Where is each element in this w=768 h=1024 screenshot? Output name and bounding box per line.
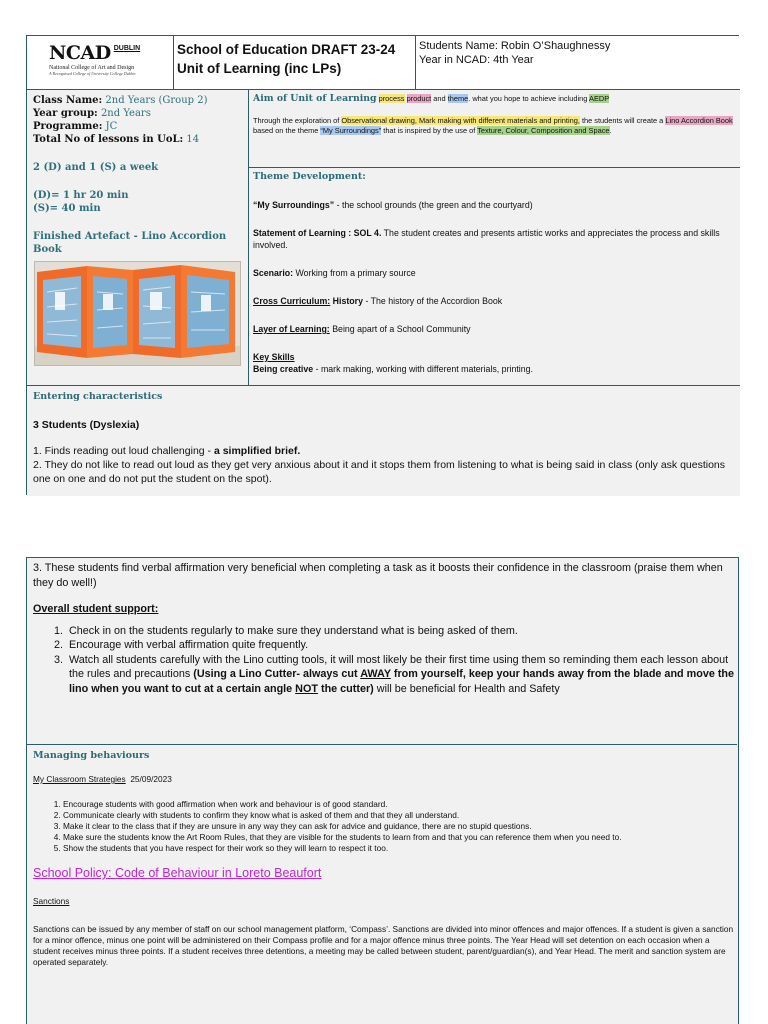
strategies-list <box>63 799 737 854</box>
behaviours-title: Managing behaviours <box>33 750 150 761</box>
class-info-cell <box>27 90 249 385</box>
entering-characteristics-cell <box>27 385 740 497</box>
lessons-row: Total No of lessons in UoL: 14 <box>33 134 200 145</box>
ncad-logo <box>27 36 174 89</box>
managing-behaviours-cell <box>27 745 737 1024</box>
aim-product: product <box>406 94 432 103</box>
cross-curriculum: Cross Curriculum: History - The history of the Accordion Book <box>253 296 503 306</box>
list-item: 1. Encourage students with good affirmation when work and behaviour is of good standard. <box>63 799 737 810</box>
logo-wordmark: NCAD <box>49 42 111 64</box>
unit-of-learning-table-page-2 <box>26 557 739 1024</box>
document-title <box>174 36 416 89</box>
unit-of-learning-table-page-1 <box>26 35 739 495</box>
support-item-2: 2. Encourage with verbal affirmation quite frequently. <box>66 638 737 653</box>
sanctions-title: Sanctions <box>33 896 70 906</box>
students-dyslexia: 3 Students (Dyslexia) <box>33 419 140 431</box>
list-item: 5. Show the students that you have respect for their work so they will learn to respect it too. <box>63 843 737 854</box>
aim-aedp: AEDP <box>589 94 610 103</box>
aim-text-4: that is inspired by the use of <box>383 126 476 135</box>
title-line-1: School of Education DRAFT 23-24 <box>177 42 396 57</box>
document-header <box>27 36 740 89</box>
aim-text-2: the students will create a <box>581 116 664 125</box>
aim-tail: . what you hope to achieve including <box>468 94 588 103</box>
sanctions-text: Sanctions can be issued by any member of staff on our school management platform, ‘Compass’. Sanctions are divided into minor offences and major offences. If a student is given a sanction for a minor offence, minus one point will be administered on their Compass profile and for a major offence minus three points. The Year Head will set detention on each occasion when a student receives minus three points. If a student receives three detentions, a meeting may be called between student, parent/guardian(s), and Year Head. The merit and sanction system are operated separately. <box>33 924 734 967</box>
scenario: Scenario: Working from a primary source <box>253 268 416 278</box>
entering-title: Entering characteristics <box>33 391 163 402</box>
support-list <box>66 624 737 697</box>
aim-highlight-4: Texture, Colour, Composition and Space <box>477 126 610 135</box>
aim-title: Aim of Unit of Learning <box>253 93 377 104</box>
theme-title: Theme Development: <box>253 171 366 182</box>
aim-and: and <box>433 94 446 103</box>
single-duration: (S)= 40 min <box>33 203 101 214</box>
programme-row: Programme: JC <box>33 121 118 132</box>
aim-of-unit-cell <box>249 90 740 168</box>
title-line-2: Unit of Learning (inc LPs) <box>177 61 342 76</box>
double-duration: (D)= 1 hr 20 min <box>33 190 129 201</box>
logo-badge: DUBLIN <box>113 45 141 52</box>
code-of-behaviour-link[interactable]: School Policy: Code of Behaviour in Loreto Beaufort <box>33 866 322 880</box>
classroom-strategies: My Classroom Strategies 25/09/2023 <box>33 774 172 784</box>
student-name: Students Name: Robin O’Shaughnessy <box>419 40 611 52</box>
student-support-cell <box>27 558 737 745</box>
aim-text-5: . <box>609 126 612 135</box>
aim-highlight-2: Lino Accordion Book <box>665 116 733 125</box>
layer-of-learning: Layer of Learning: Being apart of a School Community <box>253 324 471 334</box>
logo-subtitle: National College of Art and Design <box>49 65 135 71</box>
aim-theme: theme <box>447 94 469 103</box>
year-group-row: Year group: 2nd Years <box>33 108 151 119</box>
aim-text-3: based on the theme <box>253 126 319 135</box>
list-item: 2. Communicate clearly with students to confirm they know what is asked of them and that they all understand. <box>63 810 737 821</box>
accordion-book-image <box>35 262 241 366</box>
class-name-row: Class Name: 2nd Years (Group 2) <box>33 95 208 106</box>
aim-highlight-1: Observational drawing, Mark making with different materials and printing, <box>341 116 580 125</box>
logo-subtitle-2: A Recognised College of University College Dublin <box>49 71 136 76</box>
lino-accordion-book-photo <box>34 261 241 366</box>
aim-description <box>253 116 740 136</box>
list-item: 4. Make sure the students know the Art Room Rules, that they are visible for the students to learn from and that you can reference them when you need to. <box>63 832 737 843</box>
entering-item-3: 3. These students find verbal affirmation very beneficial when completing a task as it boosts their confidence in the classroom (praise them when they do well!) <box>33 562 723 589</box>
entering-item-2: 2. They do not like to read out loud as they get very anxious about it and it stops them from listening to what is being said in class (only ask questions one on one and do not put the student on the spot). <box>33 459 726 485</box>
document-body-1 <box>27 89 740 496</box>
artefact-title: Finished Artefact - Lino Accordion Book <box>33 231 227 255</box>
key-skills-label: Key Skills <box>253 352 295 362</box>
theme-development-cell <box>249 168 740 385</box>
aim-highlight-3: “My Surroundings” <box>320 126 382 135</box>
list-item: 3. Make it clear to the class that if they are unsure in any way they can ask for advice and guidance, there are no stupid questions. <box>63 821 737 832</box>
overall-support-title: Overall student support: <box>33 603 159 615</box>
lesson-frequency: 2 (D) and 1 (S) a week <box>33 162 159 173</box>
entering-item-1: 1. Finds reading out loud challenging - a simplified brief. <box>33 445 301 457</box>
aim-text-1: Through the exploration of <box>253 116 340 125</box>
statement-of-learning: Statement of Learning : SOL 4. The student creates and presents artistic works and appreciates the process and skills involved. <box>253 228 720 250</box>
aim-process: process <box>378 94 405 103</box>
key-skills <box>253 351 740 375</box>
being-creative: Being creative - mark making, working with different materials, printing. <box>253 364 533 374</box>
theme-surroundings: “My Surroundings” - the school grounds (the green and the courtyard) <box>253 200 533 210</box>
support-item-3: 3. Watch all students carefully with the Lino cutting tools, it will most likely be their first time using them so reminding them each lesson about the rules and precautions (Using a Lino Cutter- always cut AWAY from yourself, keep your hands away from the blade and move the lino when you want to cut at a certain angle NOT the cutter) will be beneficial for Health and Safety <box>66 653 737 697</box>
student-info <box>416 36 738 89</box>
support-item-1: 1. Check in on the students regularly to make sure they understand what is being asked of them. <box>66 624 737 639</box>
year-in-ncad: Year in NCAD: 4th Year <box>419 54 534 66</box>
aim-heading <box>253 94 740 104</box>
